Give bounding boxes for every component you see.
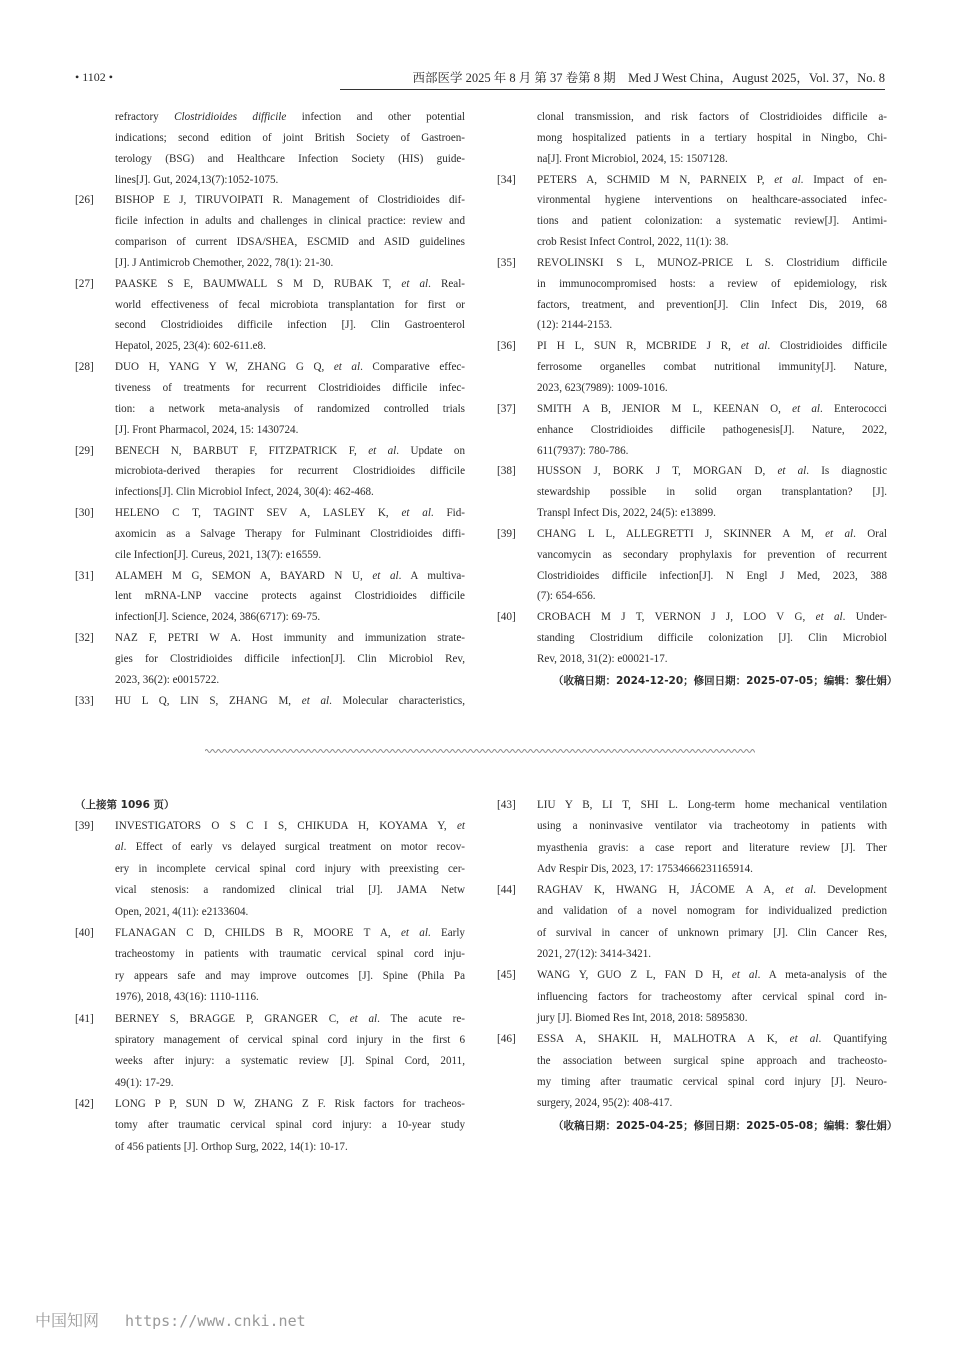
reference-line: vancomycin as secondary prophylaxis for prevention of recurrent	[537, 548, 887, 561]
reference-number: [44]	[497, 884, 516, 897]
reference-item	[75, 628, 465, 691]
reference-line: terology (BSG) and Healthcare Infection Society (HIS) guide-	[115, 152, 465, 165]
reference-line: HELENO C T, TAGINT SEV A, LASLEY K, et al. Fid-	[115, 507, 465, 520]
reference-line: HU L Q, LIN S, ZHANG M, et al. Molecular characteristics,	[115, 694, 465, 707]
reference-line: BENECH N, BARBUT F, FITZPATRICK F, et al. Update on	[115, 444, 465, 457]
reference-line: ry appears safe and may improve outcomes [J]. Spine (Phila Pa	[115, 969, 465, 982]
reference-item	[75, 1009, 465, 1095]
reference-item	[497, 170, 887, 253]
reference-line: factors, treatment, and prevention[J]. Clin Infect Dis, 2019, 68	[537, 298, 887, 311]
reference-number: [28]	[75, 361, 94, 374]
cnki-watermark	[35, 1308, 306, 1331]
reference-line: vical stenosis: a randomized clinical trial [J]. JAMA Netw	[115, 884, 465, 897]
reference-item	[497, 253, 887, 336]
references-top-left	[75, 107, 465, 711]
reference-line: comparison of current IDSA/SHEA, ESCMID and ASID guidelines	[115, 236, 465, 249]
received-dates: （收稿日期：2025-04-25；修回日期：2025-05-08；编辑：黎仕娟）	[553, 1120, 898, 1132]
reference-item	[75, 274, 465, 357]
reference-item	[497, 607, 887, 670]
continued-note-wrap	[75, 795, 465, 816]
reference-number: [32]	[75, 632, 94, 645]
reference-item	[497, 399, 887, 462]
reference-line: second Clostridioides difficile infection [J]. Clin Gastroenterol	[115, 319, 465, 332]
reference-number: [39]	[497, 527, 516, 540]
reference-item	[75, 1094, 465, 1158]
reference-line: ficile infection in adults and challenges in clinical practice: review and	[115, 215, 465, 228]
reference-line: 2021, 27(12): 3414-3421.	[537, 948, 652, 961]
reference-line: of survival in cancer of unknown primary [J]. Clin Cancer Res,	[537, 926, 887, 939]
reference-number: [30]	[75, 507, 94, 520]
references-top-right	[497, 107, 887, 670]
reference-line: SMITH A B, JENIOR M L, KEENAN O, et al. Enterococci	[537, 402, 887, 415]
reference-item	[497, 336, 887, 399]
reference-number: [31]	[75, 569, 94, 582]
reference-item	[497, 795, 887, 880]
reference-line: FLANAGAN C D, CHILDS B R, MOORE T A, et al. Early	[115, 926, 465, 939]
reference-line: CROBACH M J T, VERNON J J, LOO V G, et al. Under-	[537, 611, 887, 624]
reference-line: jury [J]. Biomed Res Int, 2018, 2018: 5895830.	[537, 1011, 748, 1024]
reference-line: (12): 2144-2153.	[537, 319, 613, 332]
reference-line: HUSSON J, BORK J T, MORGAN D, et al. Is diagnostic	[537, 465, 887, 478]
watermark-text: 中国知网	[35, 1313, 100, 1330]
reference-line: cile Infection[J]. Cureus, 2021, 13(7): e16559.	[115, 548, 322, 561]
received-dates: （收稿日期：2024-12-20；修回日期：2025-07-05；编辑：黎仕娟）	[553, 675, 898, 687]
reference-item	[75, 357, 465, 440]
reference-line: (7): 654-656.	[537, 590, 596, 603]
reference-line: microbiota-derived therapies for recurrent Clostridioides difficile	[115, 465, 465, 478]
reference-item	[75, 816, 465, 923]
reference-line: [J]. J Antimicrob Chemother, 2022, 78(1): 21-30.	[115, 256, 334, 269]
reference-line: vironmental hygiene interventions on healthcare-associated infec-	[537, 194, 887, 207]
reference-number: [40]	[75, 926, 94, 939]
reference-line: infection[J]. Science, 2024, 386(6717): 69-75.	[115, 611, 321, 624]
reference-line: influencing factors for tracheostomy after cervical spinal cord in-	[537, 990, 887, 1003]
reference-line: na[J]. Front Microbiol, 2024, 15: 1507128.	[537, 152, 728, 165]
section-divider-wave	[205, 746, 755, 756]
reference-line: world effectiveness of fecal microbiota transplantation for first or	[115, 298, 465, 311]
reference-line: lines[J]. Gut, 2024,13(7):1052-1075.	[115, 173, 279, 186]
reference-line: standing Clostridium difficile colonization [J]. Clin Microbiol	[537, 632, 887, 645]
reference-number: [33]	[75, 694, 94, 707]
reference-line: Transpl Infect Dis, 2022, 24(5): e13899.	[537, 507, 716, 520]
reference-number: [26]	[75, 194, 94, 207]
reference-item	[497, 1029, 887, 1114]
reference-line: refractory Clostridioides difficile infection and other potential	[115, 111, 465, 123]
reference-number: [36]	[497, 340, 516, 353]
reference-number: [42]	[75, 1098, 94, 1111]
reference-line: ferrosome organelles combat nutritional immunity[J]. Nature,	[537, 361, 887, 374]
reference-line: Open, 2021, 4(11): e2133604.	[115, 905, 249, 918]
reference-line: ESSA A, SHAKIL H, MALHOTRA A K, et al. Quantifying	[537, 1033, 887, 1046]
reference-item	[75, 923, 465, 1009]
reference-line: lent mRNA-LNP vaccine protects against Clostridioides difficile	[115, 590, 465, 603]
reference-item	[497, 965, 887, 1029]
reference-line: Hepatol, 2025, 23(4): 602-611.e8.	[115, 340, 266, 353]
reference-line: tiveness of treatments for recurrent Clostridioides difficile infec-	[115, 381, 465, 394]
references-bottom-right	[497, 795, 887, 1114]
reference-number: [37]	[497, 402, 516, 415]
reference-line: using a noninvasive ventilator via tracheotomy in patients with	[537, 820, 887, 833]
reference-line: enhance Clostridioides difficile pathogenesis[J]. Nature, 2022,	[537, 423, 887, 436]
reference-number: [46]	[497, 1033, 516, 1046]
reference-item	[75, 566, 465, 629]
reference-line: INVESTIGATORS O S C I S, CHIKUDA H, KOYAMA Y, et	[115, 820, 465, 832]
reference-line: tomy after traumatic cervical spinal cord injury: a 10-year study	[115, 1119, 465, 1132]
reference-line: LONG P P, SUN D W, ZHANG Z F. Risk factors for tracheos-	[115, 1098, 465, 1111]
reference-line: REVOLINSKI S L, MUNOZ-PRICE L S. Clostridium difficile	[537, 256, 887, 269]
reference-line: PETERS A, SCHMID M N, PARNEIX P, et al. Impact of en-	[537, 173, 887, 186]
reference-line: infections[J]. Clin Microbiol Infect, 2024, 30(4): 462-468.	[115, 486, 374, 499]
reference-line: 2023, 623(7989): 1009-1016.	[537, 381, 668, 394]
reference-item	[75, 441, 465, 504]
reference-line: Adv Respir Dis, 2023, 17: 17534666231165914.	[537, 862, 753, 875]
reference-number: [40]	[497, 611, 516, 624]
reference-item	[75, 503, 465, 566]
reference-item	[75, 107, 465, 190]
reference-line: 49(1): 17-29.	[115, 1076, 174, 1089]
reference-number: [45]	[497, 969, 516, 982]
reference-line: surgery, 2024, 95(2): 408-417.	[537, 1097, 673, 1110]
reference-line: WANG Y, GUO Z L, FAN D H, et al. A meta-analysis of the	[537, 969, 887, 982]
reference-line: 2023, 36(2): e0015722.	[115, 673, 220, 686]
reference-line: mong hospitalized patients in a tertiary hospital in Ningbo, Chi-	[537, 131, 887, 144]
reference-line: in immunocompromised hosts: a review of epidemiology, risk	[537, 277, 887, 290]
reference-line: spiratory management of cervical spinal cord injury in the first 6	[115, 1033, 465, 1046]
reference-line: 1976), 2018, 43(16): 1110-1116.	[115, 991, 259, 1004]
reference-number: [43]	[497, 799, 516, 811]
reference-item	[497, 524, 887, 607]
reference-line: ery in incomplete cervical spinal cord injury with preexisting cer-	[115, 862, 465, 875]
reference-line: NAZ F, PETRI W A. Host immunity and immunization strate-	[115, 632, 465, 645]
reference-line: ALAMEH M G, SEMON A, BAYARD N U, et al. A multiva-	[115, 569, 465, 582]
reference-line: gies for Clostridioides difficile infection[J]. Clin Microbiol Rev,	[115, 652, 465, 665]
reference-line: DUO H, YANG Y W, ZHANG G Q, et al. Comparative effec-	[115, 361, 465, 374]
reference-item	[75, 190, 465, 273]
reference-line: axomicin as a Salvage Therapy for Fulminant Clostridioides diffi-	[115, 527, 465, 540]
reference-line: BISHOP E J, TIRUVOIPATI R. Management of Clostridioides dif-	[115, 194, 465, 207]
reference-line: Rev, 2018, 31(2): e00021-17.	[537, 652, 668, 665]
reference-number: [41]	[75, 1012, 94, 1025]
references-bottom-left	[75, 816, 465, 1158]
reference-line: stewardship possible in solid organ transplantation? [J].	[537, 486, 887, 499]
continued-from-note: （上接第 1096 页）	[75, 799, 175, 811]
watermark-url: https://www.cnki.net	[125, 1312, 306, 1330]
reference-line: weeks after injury: a systematic review [J]. Spinal Cord, 2011,	[115, 1055, 465, 1068]
reference-line: PI H L, SUN R, MCBRIDE J R, et al. Clostridioides difficile	[537, 340, 888, 353]
reference-line: tion: a network meta-analysis of randomized controlled trials	[115, 402, 465, 415]
reference-line: 611(7937): 780-786.	[537, 444, 629, 457]
received-dates-bottom	[497, 1116, 898, 1137]
reference-line: indications; second edition of joint British Society of Gastroen-	[115, 131, 465, 144]
reference-item	[75, 691, 465, 712]
reference-line: crob Resist Infect Control, 2022, 11(1): 38.	[537, 236, 729, 249]
reference-line: [J]. Front Pharmacol, 2024, 15: 1430724.	[115, 423, 299, 436]
reference-line: RAGHAV K, HWANG H, JÁCOME A A, et al. Development	[537, 884, 888, 897]
reference-item	[497, 107, 887, 170]
reference-item	[497, 461, 887, 524]
reference-line: BERNEY S, BRAGGE P, GRANGER C, et al. The acute re-	[115, 1012, 465, 1025]
reference-number: [39]	[75, 820, 94, 832]
reference-line: Clostridioides difficile infection[J]. N Engl J Med, 2023, 388	[537, 569, 887, 582]
reference-line: my timing after traumatic cervical spinal cord injury [J]. Neuro-	[537, 1075, 887, 1088]
reference-line: tions and patient colonization: a systematic review[J]. Antimi-	[537, 215, 887, 228]
running-header: 西部医学 2025 年 8 月 第 37 卷第 8 期 Med J West China，August 2025，Vol. 37，No. 8	[340, 68, 885, 90]
reference-item	[497, 880, 887, 965]
reference-line: myasthenia gravis: a case report and literature review [J]. Ther	[537, 841, 887, 854]
reference-line: clonal transmission, and risk factors of Clostridioides difficile a-	[537, 111, 887, 123]
page-number: • 1102 •	[75, 70, 113, 84]
reference-number: [35]	[497, 256, 516, 269]
reference-line: tracheostomy in patients with traumatic cervical spinal cord inju-	[115, 948, 465, 961]
reference-number: [29]	[75, 444, 94, 457]
reference-line: of 456 patients [J]. Orthop Surg, 2022, 14(1): 10-17.	[115, 1140, 348, 1153]
reference-line: PAASKE S E, BAUMWALL S M D, RUBAK T, et al. Real-	[115, 277, 465, 290]
reference-line: the association between surgical spine approach and tracheosto-	[537, 1054, 887, 1067]
reference-number: [38]	[497, 465, 516, 478]
received-dates-top	[497, 671, 898, 692]
reference-line: and validation of a novel nomogram for individualized prediction	[537, 905, 887, 918]
reference-number: [27]	[75, 277, 94, 290]
reference-line: LIU Y B, LI T, SHI L. Long-term home mechanical ventilation	[537, 799, 887, 811]
reference-line: CHANG L L, ALLEGRETTI J, SKINNER A M, et al. Oral	[537, 527, 887, 540]
reference-line: al. Effect of early vs delayed surgical treatment on motor recov-	[115, 841, 465, 854]
reference-number: [34]	[497, 173, 516, 186]
